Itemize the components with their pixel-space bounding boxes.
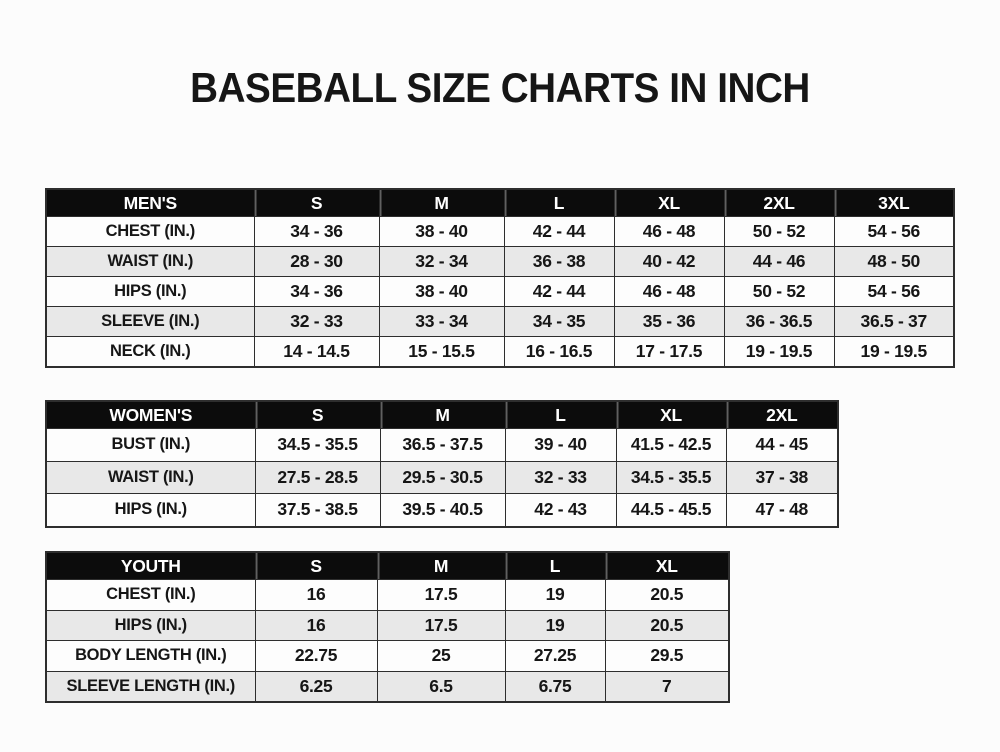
size-column-header: 2XL <box>724 189 834 217</box>
womens-size-table-section <box>45 400 839 528</box>
size-column-header: M <box>379 189 504 217</box>
measurement-label: SLEEVE (IN.) <box>46 307 254 337</box>
measurement-label: BUST (IN.) <box>46 429 255 462</box>
size-value: 15 - 15.5 <box>379 337 504 368</box>
size-value: 42 - 44 <box>504 277 614 307</box>
size-value: 34 - 36 <box>254 217 379 247</box>
size-value: 44 - 46 <box>724 247 834 277</box>
size-value: 32 - 34 <box>379 247 504 277</box>
size-value: 47 - 48 <box>726 494 838 527</box>
womens-group-header: WOMEN'S <box>46 401 255 429</box>
size-value: 33 - 34 <box>379 307 504 337</box>
size-column-header: L <box>505 552 605 580</box>
size-column-header: XL <box>614 189 724 217</box>
size-value: 20.5 <box>605 610 729 641</box>
size-value: 29.5 - 30.5 <box>380 461 505 494</box>
size-value: 6.25 <box>255 671 377 702</box>
table-row <box>46 671 729 702</box>
size-value: 32 - 33 <box>505 461 616 494</box>
womens-size-table <box>45 400 839 528</box>
table-row <box>46 277 954 307</box>
size-value: 39 - 40 <box>505 429 616 462</box>
size-value: 6.75 <box>505 671 605 702</box>
size-value: 34 - 36 <box>254 277 379 307</box>
size-value: 19 - 19.5 <box>724 337 834 368</box>
table-row <box>46 610 729 641</box>
size-column-header: XL <box>616 401 726 429</box>
size-column-header: L <box>504 189 614 217</box>
size-value: 38 - 40 <box>379 277 504 307</box>
size-value: 27.5 - 28.5 <box>255 461 380 494</box>
size-value: 7 <box>605 671 729 702</box>
youth-group-header: YOUTH <box>46 552 255 580</box>
size-value: 54 - 56 <box>834 217 954 247</box>
measurement-label: NECK (IN.) <box>46 337 254 368</box>
size-value: 36.5 - 37.5 <box>380 429 505 462</box>
size-value: 44 - 45 <box>726 429 838 462</box>
size-value: 37.5 - 38.5 <box>255 494 380 527</box>
size-value: 40 - 42 <box>614 247 724 277</box>
table-row <box>46 217 954 247</box>
youth-size-table <box>45 551 730 703</box>
table-row <box>46 307 954 337</box>
measurement-label: HIPS (IN.) <box>46 610 255 641</box>
mens-group-header: MEN'S <box>46 189 254 217</box>
size-value: 50 - 52 <box>724 277 834 307</box>
size-column-header: L <box>505 401 616 429</box>
size-value: 25 <box>377 641 505 672</box>
size-value: 48 - 50 <box>834 247 954 277</box>
size-value: 34.5 - 35.5 <box>616 461 726 494</box>
mens-size-table-section <box>45 188 955 368</box>
measurement-label: HIPS (IN.) <box>46 277 254 307</box>
size-value: 35 - 36 <box>614 307 724 337</box>
header-row <box>46 552 729 580</box>
size-value: 41.5 - 42.5 <box>616 429 726 462</box>
size-value: 46 - 48 <box>614 217 724 247</box>
size-value: 19 <box>505 580 605 611</box>
size-value: 27.25 <box>505 641 605 672</box>
size-column-header: S <box>255 552 377 580</box>
size-value: 38 - 40 <box>379 217 504 247</box>
size-value: 6.5 <box>377 671 505 702</box>
measurement-label: CHEST (IN.) <box>46 217 254 247</box>
measurement-label: WAIST (IN.) <box>46 247 254 277</box>
size-value: 19 - 19.5 <box>834 337 954 368</box>
size-value: 29.5 <box>605 641 729 672</box>
table-row <box>46 580 729 611</box>
size-value: 28 - 30 <box>254 247 379 277</box>
size-column-header: S <box>254 189 379 217</box>
youth-size-table-section <box>45 551 730 703</box>
table-row <box>46 494 838 527</box>
size-value: 44.5 - 45.5 <box>616 494 726 527</box>
size-value: 42 - 44 <box>504 217 614 247</box>
header-row <box>46 401 838 429</box>
size-value: 17.5 <box>377 610 505 641</box>
size-value: 17.5 <box>377 580 505 611</box>
size-value: 42 - 43 <box>505 494 616 527</box>
size-value: 36.5 - 37 <box>834 307 954 337</box>
mens-size-table <box>45 188 955 368</box>
header-row <box>46 189 954 217</box>
size-value: 22.75 <box>255 641 377 672</box>
size-value: 14 - 14.5 <box>254 337 379 368</box>
table-row <box>46 429 838 462</box>
table-row <box>46 337 954 368</box>
size-column-header: XL <box>605 552 729 580</box>
page-title: BASEBALL SIZE CHARTS IN INCH <box>190 64 810 111</box>
size-column-header: 2XL <box>726 401 838 429</box>
size-column-header: 3XL <box>834 189 954 217</box>
size-value: 34.5 - 35.5 <box>255 429 380 462</box>
size-value: 54 - 56 <box>834 277 954 307</box>
size-value: 20.5 <box>605 580 729 611</box>
size-value: 16 - 16.5 <box>504 337 614 368</box>
size-value: 50 - 52 <box>724 217 834 247</box>
size-column-header: M <box>380 401 505 429</box>
measurement-label: BODY LENGTH (IN.) <box>46 641 255 672</box>
table-row <box>46 641 729 672</box>
size-value: 16 <box>255 610 377 641</box>
size-value: 32 - 33 <box>254 307 379 337</box>
size-value: 36 - 36.5 <box>724 307 834 337</box>
size-value: 36 - 38 <box>504 247 614 277</box>
size-value: 39.5 - 40.5 <box>380 494 505 527</box>
size-column-header: M <box>377 552 505 580</box>
measurement-label: WAIST (IN.) <box>46 461 255 494</box>
size-value: 46 - 48 <box>614 277 724 307</box>
size-column-header: S <box>255 401 380 429</box>
measurement-label: CHEST (IN.) <box>46 580 255 611</box>
measurement-label: HIPS (IN.) <box>46 494 255 527</box>
measurement-label: SLEEVE LENGTH (IN.) <box>46 671 255 702</box>
size-value: 34 - 35 <box>504 307 614 337</box>
size-value: 16 <box>255 580 377 611</box>
size-value: 17 - 17.5 <box>614 337 724 368</box>
table-row <box>46 247 954 277</box>
size-value: 19 <box>505 610 605 641</box>
table-row <box>46 461 838 494</box>
size-value: 37 - 38 <box>726 461 838 494</box>
